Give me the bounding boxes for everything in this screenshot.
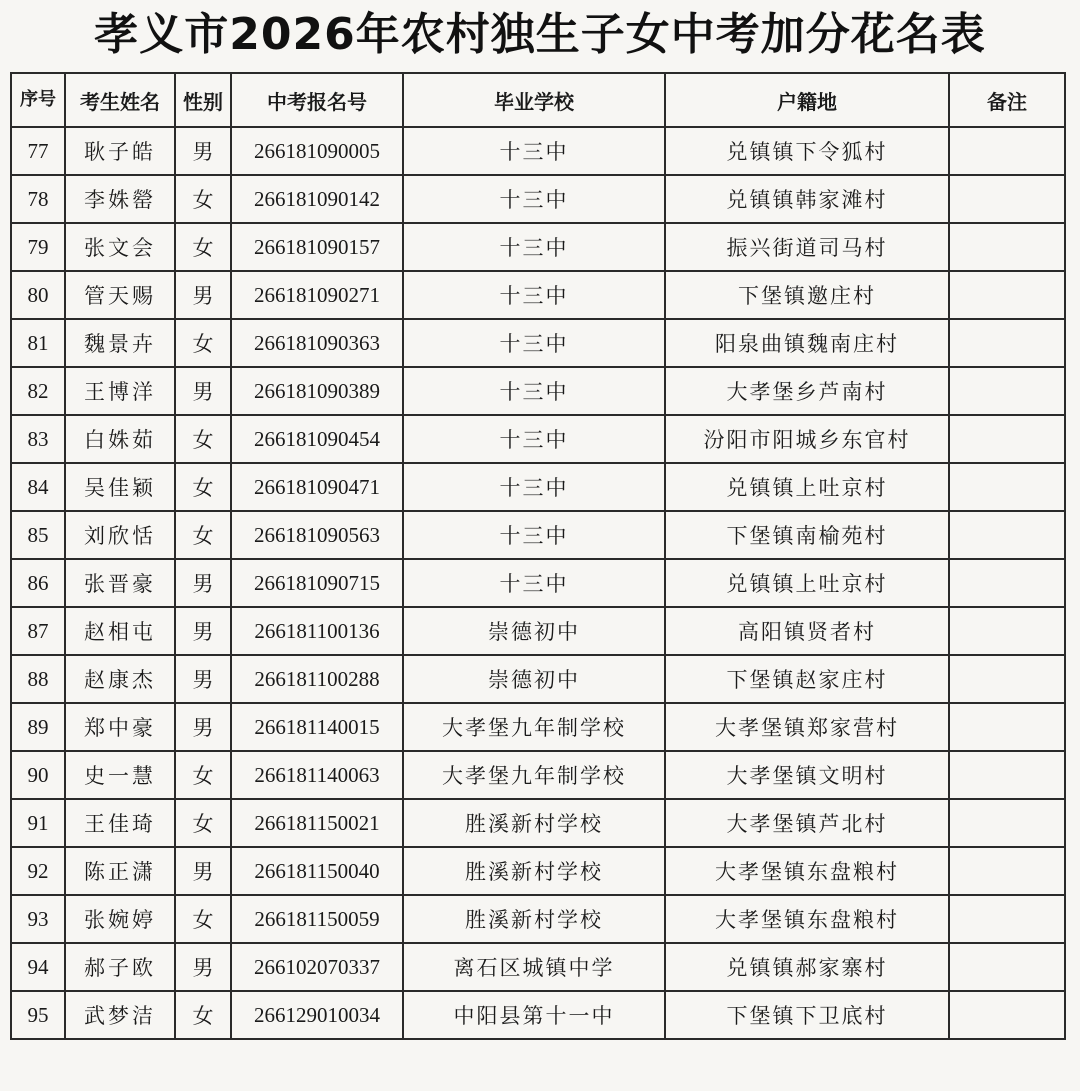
cell-school: 胜溪新村学校 — [403, 847, 665, 895]
cell-gender: 男 — [175, 703, 231, 751]
cell-remark — [949, 367, 1065, 415]
table-row — [11, 463, 1065, 511]
header-exam-id: 中考报名号 — [231, 73, 403, 127]
cell-gender: 女 — [175, 511, 231, 559]
cell-hukou: 兑镇镇上吐京村 — [665, 559, 949, 607]
cell-school: 十三中 — [403, 223, 665, 271]
cell-seq: 91 — [11, 799, 65, 847]
cell-seq: 87 — [11, 607, 65, 655]
cell-hukou: 兑镇镇郝家寨村 — [665, 943, 949, 991]
cell-seq: 79 — [11, 223, 65, 271]
cell-name: 陈正潇 — [65, 847, 175, 895]
cell-remark — [949, 463, 1065, 511]
cell-hukou: 大孝堡镇郑家营村 — [665, 703, 949, 751]
cell-remark — [949, 223, 1065, 271]
cell-seq: 95 — [11, 991, 65, 1039]
cell-exam-id: 266181090563 — [231, 511, 403, 559]
cell-hukou: 大孝堡乡芦南村 — [665, 367, 949, 415]
table-row — [11, 703, 1065, 751]
cell-hukou: 汾阳市阳城乡东官村 — [665, 415, 949, 463]
cell-hukou: 兑镇镇韩家滩村 — [665, 175, 949, 223]
cell-school: 大孝堡九年制学校 — [403, 703, 665, 751]
cell-name: 李姝罃 — [65, 175, 175, 223]
cell-exam-id: 266181140015 — [231, 703, 403, 751]
cell-school: 十三中 — [403, 175, 665, 223]
cell-seq: 94 — [11, 943, 65, 991]
cell-hukou: 下堡镇下卫底村 — [665, 991, 949, 1039]
cell-gender: 女 — [175, 223, 231, 271]
cell-exam-id: 266181100288 — [231, 655, 403, 703]
cell-remark — [949, 799, 1065, 847]
table-row — [11, 847, 1065, 895]
cell-seq: 77 — [11, 127, 65, 175]
table-row — [11, 895, 1065, 943]
cell-seq: 85 — [11, 511, 65, 559]
cell-remark — [949, 943, 1065, 991]
cell-school: 离石区城镇中学 — [403, 943, 665, 991]
cell-school: 中阳县第十一中 — [403, 991, 665, 1039]
cell-name: 王博洋 — [65, 367, 175, 415]
header-school: 毕业学校 — [403, 73, 665, 127]
cell-hukou: 大孝堡镇东盘粮村 — [665, 895, 949, 943]
cell-gender: 女 — [175, 895, 231, 943]
table-row — [11, 943, 1065, 991]
cell-name: 郑中豪 — [65, 703, 175, 751]
cell-name: 耿子皓 — [65, 127, 175, 175]
cell-exam-id: 266181150021 — [231, 799, 403, 847]
cell-gender: 男 — [175, 559, 231, 607]
cell-remark — [949, 895, 1065, 943]
cell-remark — [949, 655, 1065, 703]
cell-gender: 男 — [175, 943, 231, 991]
table-row — [11, 991, 1065, 1039]
cell-seq: 84 — [11, 463, 65, 511]
cell-remark — [949, 415, 1065, 463]
cell-hukou: 振兴街道司马村 — [665, 223, 949, 271]
cell-exam-id: 266181140063 — [231, 751, 403, 799]
cell-name: 王佳琦 — [65, 799, 175, 847]
cell-seq: 89 — [11, 703, 65, 751]
cell-hukou: 兑镇镇上吐京村 — [665, 463, 949, 511]
table-row — [11, 559, 1065, 607]
cell-exam-id: 266181090471 — [231, 463, 403, 511]
cell-seq: 78 — [11, 175, 65, 223]
table-row — [11, 367, 1065, 415]
cell-remark — [949, 511, 1065, 559]
cell-exam-id: 266181090715 — [231, 559, 403, 607]
cell-seq: 81 — [11, 319, 65, 367]
cell-exam-id: 266181100136 — [231, 607, 403, 655]
table-row — [11, 271, 1065, 319]
cell-hukou: 大孝堡镇文明村 — [665, 751, 949, 799]
header-row — [11, 73, 1065, 127]
table-row — [11, 223, 1065, 271]
cell-name: 张晋豪 — [65, 559, 175, 607]
cell-hukou: 下堡镇赵家庄村 — [665, 655, 949, 703]
cell-school: 十三中 — [403, 415, 665, 463]
cell-gender: 女 — [175, 751, 231, 799]
roster-table — [10, 72, 1066, 1040]
cell-remark — [949, 751, 1065, 799]
cell-gender: 女 — [175, 463, 231, 511]
cell-hukou: 大孝堡镇东盘粮村 — [665, 847, 949, 895]
table-row — [11, 511, 1065, 559]
cell-seq: 90 — [11, 751, 65, 799]
cell-name: 白姝茹 — [65, 415, 175, 463]
cell-gender: 女 — [175, 415, 231, 463]
cell-gender: 男 — [175, 127, 231, 175]
cell-name: 武梦洁 — [65, 991, 175, 1039]
cell-exam-id: 266181090363 — [231, 319, 403, 367]
cell-school: 胜溪新村学校 — [403, 799, 665, 847]
cell-school: 胜溪新村学校 — [403, 895, 665, 943]
cell-gender: 男 — [175, 367, 231, 415]
cell-hukou: 下堡镇邀庄村 — [665, 271, 949, 319]
header-seq: 序号 — [11, 73, 65, 127]
table-row — [11, 751, 1065, 799]
cell-hukou: 阳泉曲镇魏南庄村 — [665, 319, 949, 367]
cell-remark — [949, 319, 1065, 367]
table-row — [11, 607, 1065, 655]
cell-school: 十三中 — [403, 367, 665, 415]
cell-remark — [949, 607, 1065, 655]
cell-exam-id: 266181090005 — [231, 127, 403, 175]
cell-seq: 86 — [11, 559, 65, 607]
cell-gender: 男 — [175, 655, 231, 703]
cell-exam-id: 266181090454 — [231, 415, 403, 463]
cell-exam-id: 266181150040 — [231, 847, 403, 895]
cell-gender: 女 — [175, 991, 231, 1039]
cell-name: 史一慧 — [65, 751, 175, 799]
table-body — [11, 127, 1065, 1039]
table-row — [11, 175, 1065, 223]
cell-name: 赵相屯 — [65, 607, 175, 655]
cell-name: 刘欣恬 — [65, 511, 175, 559]
cell-hukou: 大孝堡镇芦北村 — [665, 799, 949, 847]
header-remark: 备注 — [949, 73, 1065, 127]
table-row — [11, 319, 1065, 367]
cell-remark — [949, 559, 1065, 607]
cell-exam-id: 266181090157 — [231, 223, 403, 271]
cell-exam-id: 266102070337 — [231, 943, 403, 991]
table-row — [11, 655, 1065, 703]
cell-name: 魏景卉 — [65, 319, 175, 367]
header-name: 考生姓名 — [65, 73, 175, 127]
cell-seq: 82 — [11, 367, 65, 415]
cell-hukou: 下堡镇南榆苑村 — [665, 511, 949, 559]
cell-hukou: 兑镇镇下令狐村 — [665, 127, 949, 175]
cell-school: 十三中 — [403, 271, 665, 319]
cell-remark — [949, 127, 1065, 175]
cell-name: 张婉婷 — [65, 895, 175, 943]
cell-exam-id: 266181090389 — [231, 367, 403, 415]
cell-remark — [949, 847, 1065, 895]
cell-name: 郝子欧 — [65, 943, 175, 991]
cell-gender: 男 — [175, 271, 231, 319]
cell-seq: 88 — [11, 655, 65, 703]
table-row — [11, 415, 1065, 463]
cell-gender: 女 — [175, 175, 231, 223]
cell-school: 十三中 — [403, 511, 665, 559]
cell-remark — [949, 703, 1065, 751]
cell-school: 十三中 — [403, 559, 665, 607]
cell-exam-id: 266181090271 — [231, 271, 403, 319]
header-gender: 性别 — [175, 73, 231, 127]
cell-remark — [949, 991, 1065, 1039]
cell-gender: 男 — [175, 847, 231, 895]
cell-school: 崇德初中 — [403, 607, 665, 655]
cell-gender: 女 — [175, 799, 231, 847]
table-row — [11, 799, 1065, 847]
cell-hukou: 高阳镇贤者村 — [665, 607, 949, 655]
cell-school: 十三中 — [403, 127, 665, 175]
header-hukou: 户籍地 — [665, 73, 949, 127]
page-title: 孝义市2026年农村独生子女中考加分花名表 — [94, 9, 986, 60]
table-row — [11, 127, 1065, 175]
cell-seq: 83 — [11, 415, 65, 463]
cell-gender: 女 — [175, 319, 231, 367]
cell-exam-id: 266181090142 — [231, 175, 403, 223]
cell-seq: 92 — [11, 847, 65, 895]
cell-name: 张文会 — [65, 223, 175, 271]
cell-remark — [949, 271, 1065, 319]
cell-name: 吴佳颖 — [65, 463, 175, 511]
cell-name: 赵康杰 — [65, 655, 175, 703]
cell-exam-id: 266181150059 — [231, 895, 403, 943]
cell-exam-id: 266129010034 — [231, 991, 403, 1039]
cell-remark — [949, 175, 1065, 223]
cell-school: 崇德初中 — [403, 655, 665, 703]
cell-school: 大孝堡九年制学校 — [403, 751, 665, 799]
cell-gender: 男 — [175, 607, 231, 655]
cell-school: 十三中 — [403, 319, 665, 367]
cell-seq: 80 — [11, 271, 65, 319]
cell-name: 管天赐 — [65, 271, 175, 319]
cell-seq: 93 — [11, 895, 65, 943]
cell-school: 十三中 — [403, 463, 665, 511]
